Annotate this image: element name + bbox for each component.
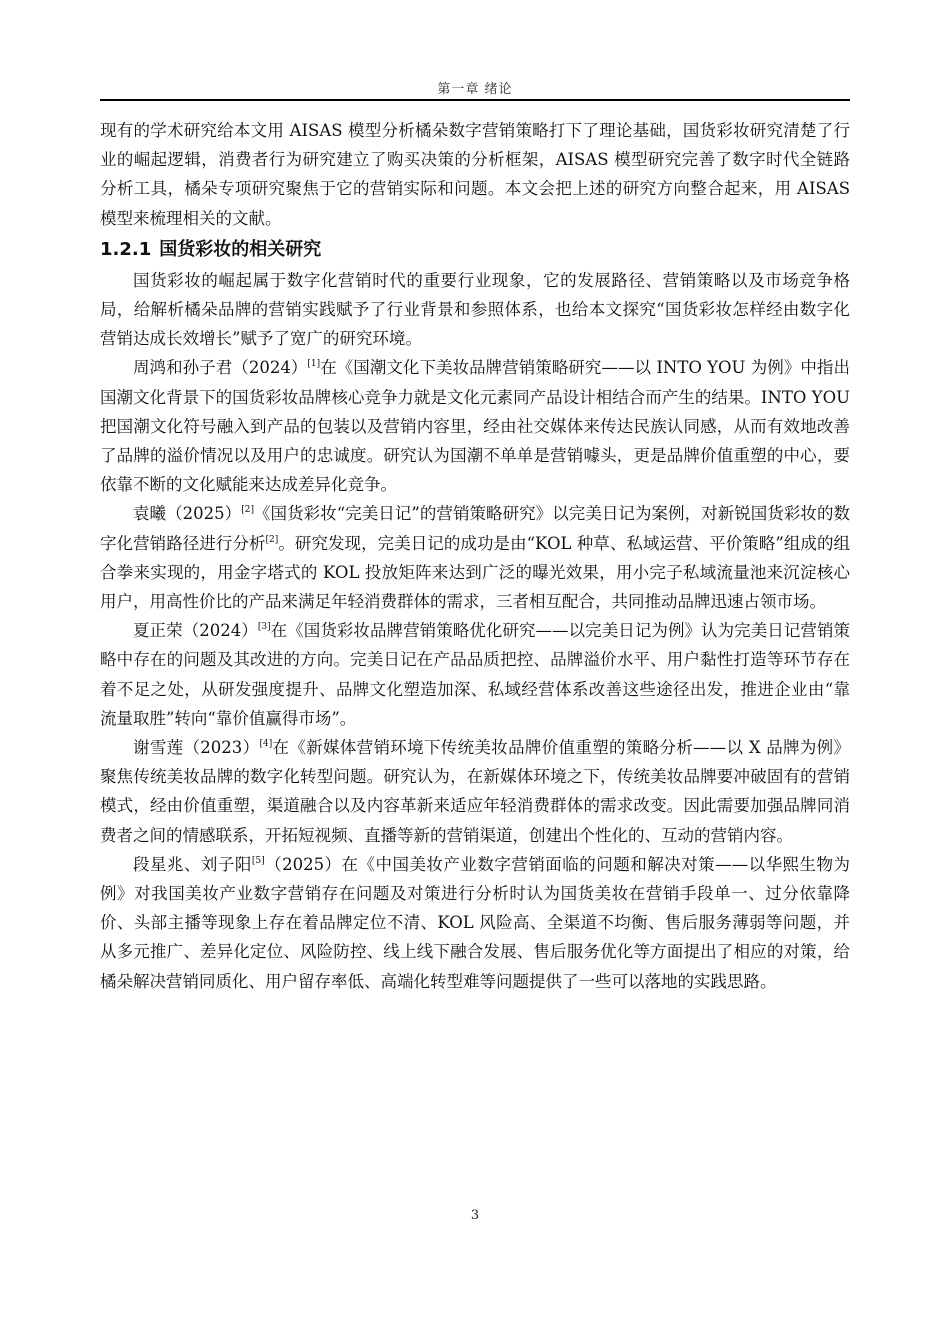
paragraph-3 [100, 499, 850, 616]
section-title: 国货彩妆的相关研究 [159, 238, 322, 260]
header-rule [100, 99, 850, 101]
paragraph-5-text: 在《新媒体营销环境下传统美妆品牌价值重塑的策略分析——以 X 品牌为例》聚焦传统美妆品牌的数字化转型问题。研究认为，在新媒体环境之下，传统美妆品牌要冲破固有的营销模式，经由价值重塑，渠道融合以及内容革新来适应年轻消费群体的需求改变。因此需要加强品牌同消费者之间的情感联系，开拓短视频、直播等新的营销渠道，创建出个性化的、互动的营销内容。 [100, 738, 850, 845]
intro-paragraph: 现有的学术研究给本文用 AISAS 模型分析橘朵数字营销策略打下了理论基础，国货彩妆研究清楚了行业的崛起逻辑，消费者行为研究建立了购买决策的分析框架，AISAS 模型研究完善了数字时代全链路分析工具，橘朵专项研究聚焦于它的营销实际和问题。本文会把上述的研究方向整合起来，用 AISAS 模型来梳理相关的文献。 [100, 121, 850, 228]
paragraph-2 [100, 353, 850, 499]
paragraph-3-text-cont: 。研究发现，完美日记的成功是由“KOL 种草、私域运营、平价策略”组成的组合拳来实现的，用金字塔式的 KOL 投放矩阵来达到广泛的曝光效果，用小完子私域流量池来沉淀核心用户，用高性价比的产品来满足年轻消费群体的需求，三者相互配合，共同推动品牌迅速占领市场。 [100, 533, 851, 612]
citation-ref: [2] [265, 534, 279, 545]
section-heading [100, 235, 850, 265]
paragraph-4-text: 在《国货彩妆品牌营销策略优化研究——以完美日记为例》认为完美日记营销策略中存在的问题及其改进的方向。完美日记在产品品质把控、品牌溢价水平、用户黏性打造等环节存在着不足之处，从研发强度提升、品牌文化塑造加深、私域经营体系改善这些途径出发，推进企业由“靠流量取胜”转向“靠价值赢得市场”。 [100, 621, 851, 728]
paragraph-2-authors: 周鸿和孙子君（2024） [133, 358, 308, 378]
paragraph-1: 国货彩妆的崛起属于数字化营销时代的重要行业现象，它的发展路径、营销策略以及市场竞争格局，给解析橘朵品牌的营销实践赋予了行业背景和参照体系，也给本文探究“国货彩妆怎样经由数字化营销达成长效增长”赋予了宽广的研究环境。 [100, 270, 850, 349]
paragraph-4 [100, 616, 850, 733]
paragraph-2-text: 在《国潮文化下美妆品牌营销策略研究——以 INTO YOU 为例》中指出国潮文化背景下的国货彩妆品牌核心竞争力就是文化元素同产品设计相结合而产生的结果。INTO YOU 把国潮文化符号融入到产品的包装以及营销内容里，经由社交媒体来传达民族认同感，从而有效地改善了品牌的溢价情况以及用户的忠诚度。研究认为国潮不单单是营销噱头，更是品牌价值重塑的中心，要依靠不断的文化赋能来达成差异化竞争。 [100, 358, 850, 495]
paragraph-3-authors: 袁曦（2025） [133, 504, 242, 524]
page-number: 3 [470, 1208, 480, 1223]
citation-ref: [3] [257, 622, 271, 633]
citation-ref: [2] [241, 505, 254, 516]
paragraph-6-authors: 段星兆、刘子阳 [133, 854, 252, 874]
citation-ref: [5] [251, 855, 265, 866]
paragraph-6-text: （2025）在《中国美妆产业数字营销面临的问题和解决对策——以华熙生物为例》对我国美妆产业数字营销存在问题及对策进行分析时认为国货美妆在营销手段单一、过分依靠降价、头部主播等现象上存在着品牌定位不清、KOL 风险高、全渠道不均衡、售后服务薄弱等问题，并从多元推广、差异化定位、风险防控、线上线下融合发展、售后服务优化等方面提出了相应的对策，给橘朵解决营销同质化、用户留存率低、高端化转型难等问题提供了一些可以落地的实践思路。 [100, 854, 851, 991]
paragraph-3-text: 《国货彩妆“完美日记”的营销策略研究》以完美日记为案例，对新锐国货彩妆的数字化营销路径进行分析 [100, 504, 850, 553]
section-number: 1.2.1 [100, 238, 152, 260]
paragraph-5 [100, 733, 850, 850]
paragraph-6 [100, 850, 850, 996]
citation-ref: [1] [307, 359, 321, 370]
paragraph-4-authors: 夏正荣（2024） [133, 621, 258, 641]
paragraph-5-authors: 谢雪莲（2023） [133, 738, 260, 758]
running-header: 第一章 绪论 [437, 82, 513, 97]
citation-ref: [4] [259, 739, 273, 750]
page-body [100, 116, 850, 996]
